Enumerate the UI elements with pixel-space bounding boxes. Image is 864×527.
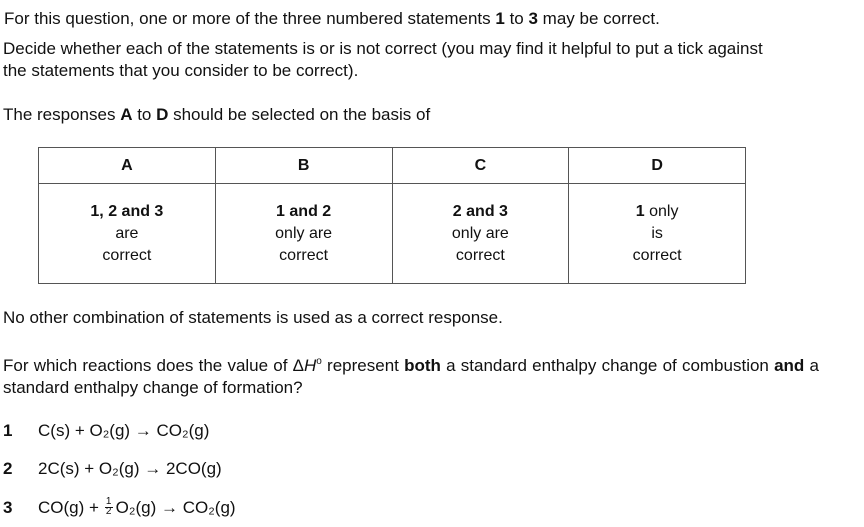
response-key-table <box>38 147 746 284</box>
statement-equation: O₂(g) → CO₂(g) <box>115 498 236 517</box>
question-emphasis: and <box>774 356 805 375</box>
instruction-line-2: Decide whether each of the statements is or is not correct (you may find it helpful to put a tick against <box>3 39 763 58</box>
response-body-row <box>39 184 746 284</box>
instruction-text: to <box>132 105 157 124</box>
response-statements: 1, 2 and 3 <box>90 202 164 220</box>
response-text: only are <box>275 224 333 242</box>
response-statement-number: 1 <box>635 202 645 220</box>
response-header-b: B <box>215 148 392 184</box>
instruction-text: For this question, one or more of the three numbered statements <box>4 9 496 28</box>
statement-number: 1 <box>3 421 13 440</box>
response-text: are <box>115 224 139 242</box>
instruction-text: The responses <box>3 105 121 124</box>
statement-3 <box>3 497 236 518</box>
instruction-line-3: the statements that you consider to be correct). <box>3 61 359 80</box>
statement-number: 3 <box>3 498 13 517</box>
instruction-text: to <box>504 9 529 28</box>
responses-basis-line <box>3 105 430 125</box>
response-text: correct <box>102 246 152 264</box>
instruction-text: may be correct. <box>537 9 660 28</box>
statement-equation: 2C(s) + O₂(g) → 2CO(g) <box>38 459 222 478</box>
question-emphasis: both <box>404 356 441 375</box>
question-text <box>3 355 819 399</box>
question-segment: a standard enthalpy change of combustion <box>440 356 775 375</box>
question-segment: a standard enthalpy change of formation? <box>3 356 819 397</box>
response-statements <box>569 201 745 223</box>
statement-equation: CO(g) + <box>38 498 104 517</box>
response-text: only <box>644 202 679 220</box>
response-cell-c <box>392 184 569 284</box>
response-cell-b <box>215 184 392 284</box>
response-statements: 1 and 2 <box>276 202 332 220</box>
response-text: only are <box>451 224 509 242</box>
statement-number-bold: 3 <box>528 9 538 28</box>
response-letter-bold: D <box>156 105 169 124</box>
combination-note: No other combination of statements is used as a correct response. <box>3 308 503 327</box>
response-letter-bold: A <box>120 105 133 124</box>
statement-equation: C(s) + O₂(g) → CO₂(g) <box>38 421 210 440</box>
statement-1 <box>3 421 209 441</box>
fraction-numerator: 1 <box>105 496 112 507</box>
response-header-c: C <box>392 148 569 184</box>
statement-2 <box>3 459 222 479</box>
response-text: correct <box>455 246 505 264</box>
response-text: correct <box>279 246 329 264</box>
instruction-line-1 <box>4 9 660 29</box>
half-fraction <box>104 497 114 517</box>
response-text: correct <box>632 246 682 264</box>
response-cell-d <box>569 184 746 284</box>
instruction-text: should be selected on the basis of <box>168 105 431 124</box>
response-header-d: D <box>569 148 746 184</box>
standard-state-symbol: o <box>316 356 322 367</box>
response-statements: 2 and 3 <box>452 202 508 220</box>
question-segment: represent <box>321 356 405 375</box>
statement-number: 2 <box>3 459 13 478</box>
response-header-row <box>39 148 746 184</box>
question-segment: For which reactions does the value of Δ <box>3 356 305 375</box>
fraction-denominator: 2 <box>105 506 112 517</box>
response-text: is <box>651 224 663 242</box>
response-cell-a <box>39 184 216 284</box>
enthalpy-symbol: H <box>304 356 317 375</box>
response-header-a: A <box>39 148 216 184</box>
statement-number-bold: 1 <box>495 9 505 28</box>
